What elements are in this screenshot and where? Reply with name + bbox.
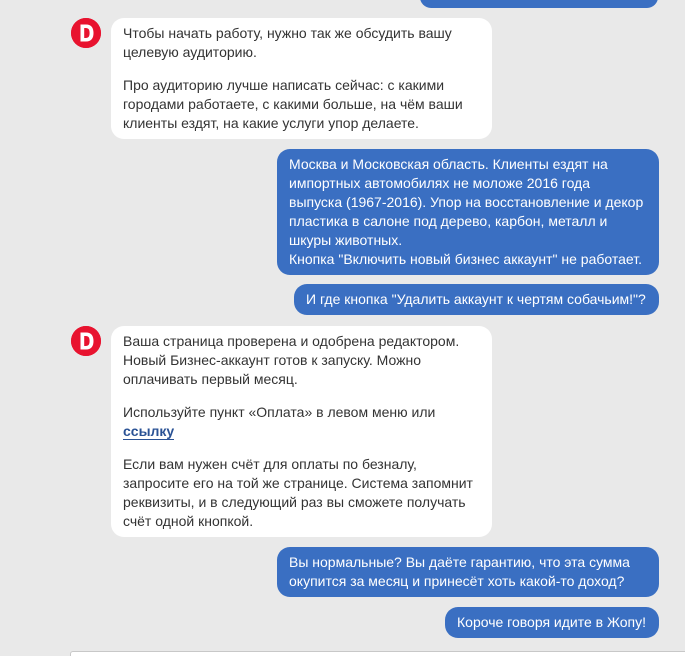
message-text: Если вам нужен счёт для оплаты по безналу, запросите его на той же странице. Система запомнит реквизиты, и в следующий раз вы сможете получать счёт одной кнопкой. xyxy=(123,456,473,529)
message-text: Вы нормальные? Вы даёте гарантию, что эта сумма окупится за месяц и принесёт хоть какой-то доход? xyxy=(289,554,630,589)
user-message xyxy=(277,547,659,597)
message-text: Ваша страница проверена и одобрена редактором. Новый Бизнес-аккаунт готов к запуску. Можно оплачивать первый месяц. xyxy=(123,333,460,387)
bot-avatar[interactable] xyxy=(71,326,101,356)
message-text xyxy=(123,403,478,441)
bot-message xyxy=(111,18,492,139)
user-message xyxy=(294,284,659,315)
message-input[interactable] xyxy=(70,651,685,656)
d-logo-icon xyxy=(71,326,101,356)
d-logo-icon xyxy=(71,18,101,48)
message-text: Кнопка "Включить новый бизнес аккаунт" не работает. xyxy=(289,251,642,267)
message-text: Короче говоря идите в Жопу! xyxy=(457,614,647,630)
user-message xyxy=(277,149,659,275)
payment-link[interactable]: ссылку xyxy=(123,423,175,439)
user-message xyxy=(445,607,659,638)
bot-message xyxy=(111,326,492,537)
bot-avatar[interactable] xyxy=(71,18,101,48)
message-text: Москва и Московская область. Клиенты ездят на импортных автомобилях не моложе 2016 года выпуска (1967-2016). Упор на восстановление и декор пластика в салоне под дерево, карбон, металл и шкуры животных. xyxy=(289,156,644,248)
message-text: Про аудиторию лучше написать сейчас: с какими городами работаете, с какими больше, на чём ваши клиенты ездят, на какие услуги упор делаете. xyxy=(123,77,463,131)
previous-message-bubble-edge xyxy=(420,0,658,8)
message-text: Чтобы начать работу, нужно так же обсудить вашу целевую аудиторию. xyxy=(123,25,452,60)
message-text-part: Используйте пункт «Оплата» в левом меню или xyxy=(123,404,436,420)
message-text: И где кнопка "Удалить аккаунт к чертям собачьим!"? xyxy=(306,291,646,307)
